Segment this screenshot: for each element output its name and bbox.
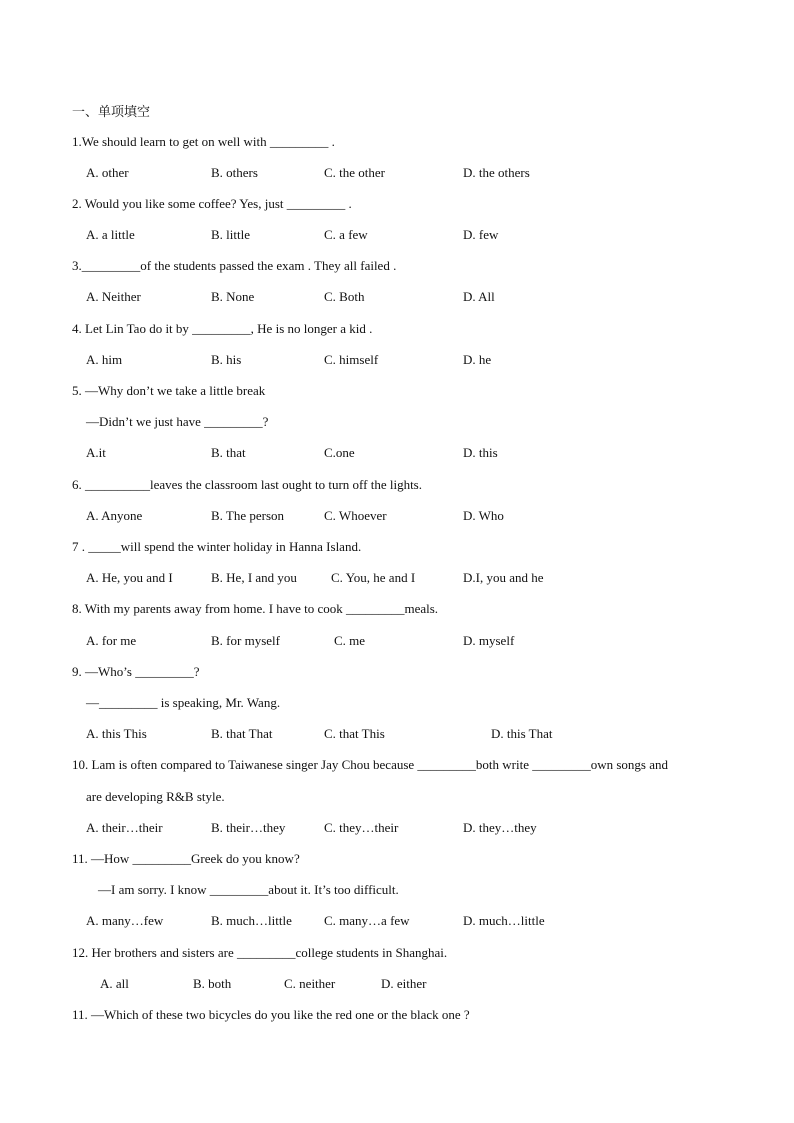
option-b: B. for myself bbox=[211, 633, 280, 648]
question-stem-line-2: are developing R&B style. bbox=[86, 789, 225, 804]
option-b: B. his bbox=[211, 352, 242, 367]
question-stem: 3._________of the students passed the exam . They all failed . bbox=[72, 258, 397, 273]
question-stem-line-2: —I am sorry. I know _________about it. It’s too difficult. bbox=[98, 882, 399, 897]
question-stem: 9. —Who’s _________? bbox=[72, 664, 200, 679]
question-stem: 5. —Why don’t we take a little break bbox=[72, 383, 266, 398]
option-b: B. both bbox=[193, 976, 232, 991]
question-stem: 11. —How _________Greek do you know? bbox=[72, 851, 300, 866]
option-b: B. None bbox=[211, 289, 255, 304]
question-stem-line-2: —_________ is speaking, Mr. Wang. bbox=[86, 695, 281, 710]
option-c: C. a few bbox=[324, 227, 368, 242]
question-stem: 12. Her brothers and sisters are _________college students in Shanghai. bbox=[72, 945, 448, 960]
option-c: C. neither bbox=[284, 976, 336, 991]
option-d: D. this That bbox=[491, 726, 553, 741]
option-c: C.one bbox=[324, 445, 355, 460]
option-b: B. that bbox=[211, 445, 246, 460]
option-d: D. Who bbox=[463, 508, 504, 523]
question-stem: 10. Lam is often compared to Taiwanese singer Jay Chou because _________both write _________own songs and bbox=[72, 757, 669, 772]
option-c: C. that This bbox=[324, 726, 385, 741]
option-b: B. their…they bbox=[211, 820, 286, 835]
option-a: A. many…few bbox=[86, 913, 164, 928]
option-a: A. him bbox=[86, 352, 123, 367]
option-b: B. others bbox=[211, 165, 258, 180]
question-stem-line-2: —Didn’t we just have _________? bbox=[86, 414, 269, 429]
option-d: D. the others bbox=[463, 165, 530, 180]
option-c: C. Both bbox=[324, 289, 365, 304]
option-d: D. they…they bbox=[463, 820, 537, 835]
option-b: B. much…little bbox=[211, 913, 292, 928]
option-a: A. their…their bbox=[86, 820, 163, 835]
question-stem: 8. With my parents away from home. I have to cook _________meals. bbox=[72, 601, 439, 616]
option-b: B. little bbox=[211, 227, 250, 242]
option-d: D. either bbox=[381, 976, 427, 991]
option-b: B. The person bbox=[211, 508, 285, 523]
option-a: A.it bbox=[86, 445, 106, 460]
option-c: C. they…their bbox=[324, 820, 399, 835]
option-a: A. a little bbox=[86, 227, 135, 242]
question-stem: 7 . _____will spend the winter holiday in Hanna Island. bbox=[72, 539, 362, 554]
section-title: 一、单项填空 bbox=[72, 105, 151, 120]
option-a: A. other bbox=[86, 165, 129, 180]
option-a: A. Neither bbox=[86, 289, 141, 304]
option-b: B. that That bbox=[211, 726, 273, 741]
question-stem: 1.We should learn to get on well with _________ . bbox=[72, 134, 335, 149]
question-stem: 6. __________leaves the classroom last ought to turn off the lights. bbox=[72, 477, 422, 492]
option-d: D. he bbox=[463, 352, 492, 367]
option-c: C. You, he and I bbox=[331, 570, 416, 585]
option-a: A. this This bbox=[86, 726, 147, 741]
option-b: B. He, I and you bbox=[211, 570, 297, 585]
option-d: D. myself bbox=[463, 633, 515, 648]
option-c: C. me bbox=[334, 633, 366, 648]
option-c: C. himself bbox=[324, 352, 379, 367]
option-c: C. many…a few bbox=[324, 913, 410, 928]
option-d: D. few bbox=[463, 227, 499, 242]
question-stem: 11. —Which of these two bicycles do you like the red one or the black one ? bbox=[72, 1007, 470, 1022]
option-d: D. much…little bbox=[463, 913, 545, 928]
option-a: A. He, you and I bbox=[86, 570, 173, 585]
option-a: A. Anyone bbox=[86, 508, 143, 523]
question-stem: 4. Let Lin Tao do it by _________, He is no longer a kid . bbox=[72, 321, 373, 336]
option-d: D.I, you and he bbox=[463, 570, 544, 585]
option-a: A. all bbox=[100, 976, 129, 991]
option-d: D. All bbox=[463, 289, 495, 304]
option-a: A. for me bbox=[86, 633, 137, 648]
question-stem: 2. Would you like some coffee? Yes, just _________ . bbox=[72, 196, 352, 211]
option-c: C. the other bbox=[324, 165, 386, 180]
option-d: D. this bbox=[463, 445, 498, 460]
option-c: C. Whoever bbox=[324, 508, 387, 523]
